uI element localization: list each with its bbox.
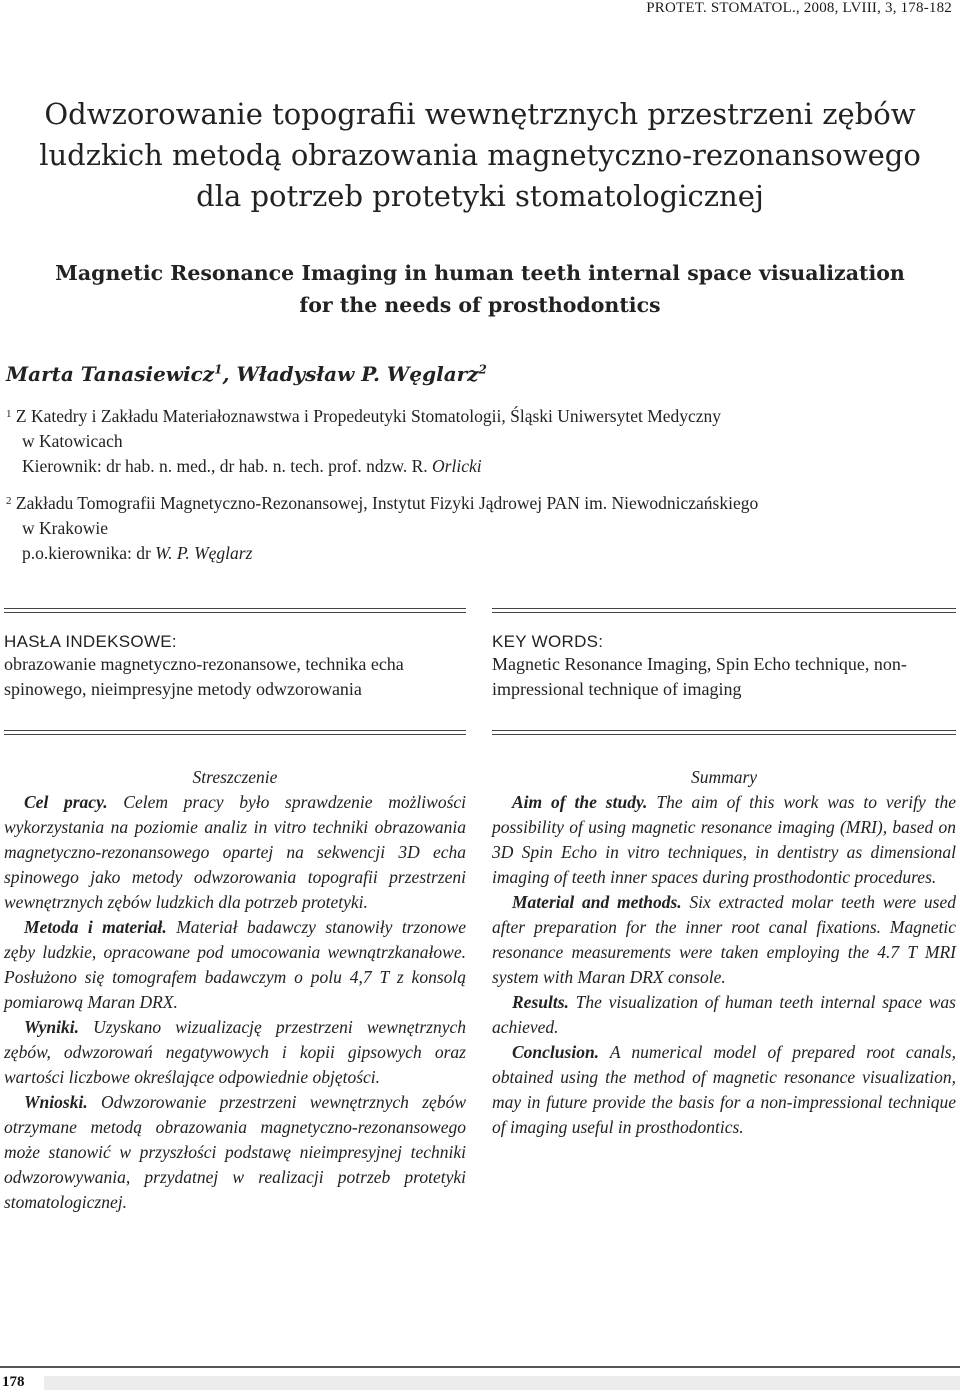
footer-band [44,1376,960,1390]
title-polish-line: ludzkich metodą obrazowania magnetyczno-rezonansowego [39,138,921,172]
abstract-english [492,765,956,1140]
keywords-polish [4,632,466,702]
keywords-bottom-rule-right [492,730,956,735]
keywords-english-heading: KEY WORDS: [492,632,604,651]
keywords-polish-heading: HASŁA INDEKSOWE: [4,632,177,651]
title-english-line: for the needs of prosthodontics [299,293,661,317]
abstract-heading: Summary [690,767,758,787]
abstract-paragraph [492,890,956,990]
keywords-bottom-rule-left [4,730,466,735]
abstract-paragraph [4,1015,466,1090]
section-text: The aim of this work was to verify the possibility of using magnetic resonance imaging (MRI), based on 3D Spin Echo in vitro techniques, in dentistry as dimensional imaging of teeth inner spaces during prosthodontic procedures. [492,792,956,887]
author-affiliation-mark: 1 [214,362,223,377]
section-text: Uzyskano wizualizację przestrzeni wewnętrznych zębów, odwzorowań negatywowych i kopii gipsowych oraz wartości liczbowe określające odpowiednie objętości. [4,1017,466,1087]
abstract-heading: Streszczenie [192,767,278,787]
affiliation-mark: 2 [6,495,12,507]
abstract-paragraph [4,790,466,915]
keywords-english-text: Magnetic Resonance Imaging, Spin Echo technique, non-impressional technique of imaging [492,654,907,699]
affiliation-head-name: W. P. Węglarz [155,543,253,563]
keywords-top-rule-right [492,608,956,613]
keywords-english [492,632,956,702]
section-heading: Metoda i materiał. [24,917,167,937]
affiliation-2 [6,491,936,566]
footer-rule [0,1366,960,1368]
abstract-polish [4,765,466,1215]
keywords-polish-text: obrazowanie magnetyczno-rezonansowe, technika echa spinowego, nieimpresyjne metody odwzorowania [4,654,404,699]
authors [6,362,487,386]
section-text: The visualization of human teeth internal space was achieved. [492,992,956,1037]
affiliation-head-text: Kierownik: dr hab. n. med., dr hab. n. tech. prof. ndzw. R. [22,456,433,476]
section-text: Six extracted molar teeth were used after preparation for the inner root canal fixations. Magnetic resonance measurements were taken employing the 4.7 T MRI system with Maran DRX console. [492,892,956,987]
affiliation-line: Z Katedry i Zakładu Materiałoznawstwa i Propedeutyki Stomatologii, Śląski Uniwersytet Medyczny [15,406,722,426]
author-affiliation-mark: 2 [478,362,487,377]
section-text: Materiał badawczy stanowiły trzonowe zęby ludzkie, opracowane pod umocowania wewnątrzkanałowe. Posłużono się tomografem badawczym o polu 4,7 T z konsolą pomiarową Maran DRX. [4,917,466,1012]
title-polish [0,94,960,217]
section-heading: Results. [512,992,569,1012]
title-polish-line: dla potrzeb protetyki stomatologicznej [196,179,764,213]
section-heading: Cel pracy. [24,792,108,812]
affiliation-head [6,541,936,566]
section-heading: Wnioski. [24,1092,88,1112]
abstract-paragraph [492,990,956,1040]
section-text: Celem pracy było sprawdzenie możliwości wykorzystania na poziomie analiz in vitro techniki obrazowania magnetyczno-rezonansowego opartej na sekwencji 3D echa spinowego jako metody odwzorowania topografii przestrzeni wewnętrznych zębów ludzkich dla potrzeb protetyki. [4,792,467,912]
author-name: Władysław P. Węglarz [236,362,479,386]
author-separator: , [222,362,237,386]
affiliation-line: w Krakowie [22,518,109,538]
section-text: A numerical model of prepared root canals, obtained using the method of magnetic resonance visualization, may in future provide the basis for a non-impressional technique of imaging useful in prosthodontics. [492,1042,956,1137]
journal-reference: PROTET. STOMATOL., 2008, LVIII, 3, 178-182 [646,0,952,16]
title-polish-line: Odwzorowanie topografii wewnętrznych przestrzeni zębów [44,97,916,131]
section-heading: Aim of the study. [512,792,648,812]
affiliation-head [6,454,936,479]
author-name: Marta Tanasiewicz [6,362,215,386]
page-number: 178 [2,1373,42,1392]
affiliation-head-name: Orlicki [432,456,482,476]
affiliation-head-text: p.o.kierownika: dr [22,543,156,563]
abstract-paragraph [4,915,466,1015]
section-heading: Material and methods. [512,892,682,912]
abstract-paragraph [492,790,956,890]
abstract-paragraph [4,1090,466,1215]
section-text: Odwzorowanie przestrzeni wewnętrznych zębów otrzymane metodą obrazowania magnetyczno-rezonansowego może stanowić w przyszłości podstawę nieimpresyjnej techniki odwzorowywania, przydatnej w realizacji potrzeb protetyki stomatologicznej. [4,1092,466,1212]
affiliation-line: w Katowicach [22,431,123,451]
title-english-line: Magnetic Resonance Imaging in human teeth internal space visualization [55,261,905,285]
keywords-top-rule-left [4,608,466,613]
affiliation-line: Zakładu Tomografii Magnetyczno-Rezonansowej, Instytut Fizyki Jądrowej PAN im. Niewodniczańskiego [15,493,759,513]
title-english [0,257,960,321]
affiliation-mark: 1 [6,408,12,420]
abstract-paragraph [492,1040,956,1140]
section-heading: Wyniki. [24,1017,79,1037]
section-heading: Conclusion. [512,1042,600,1062]
affiliation-1 [6,404,936,479]
